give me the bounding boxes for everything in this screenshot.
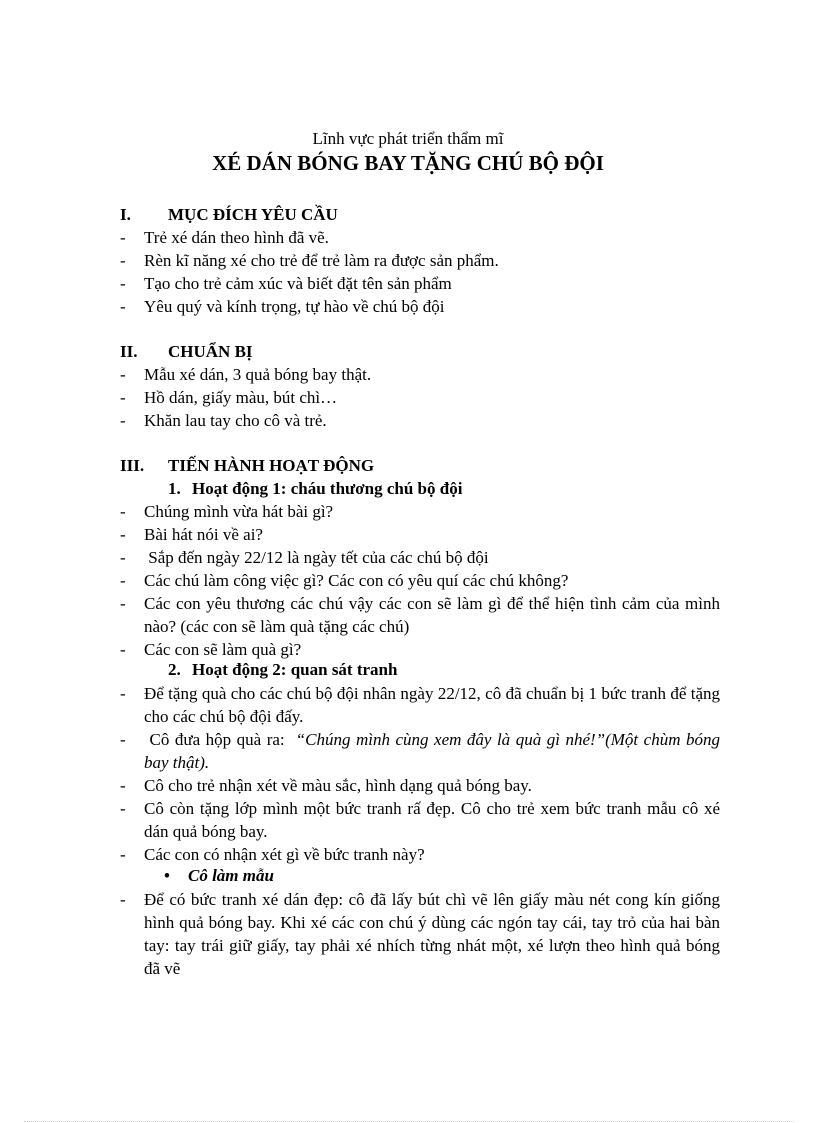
activity-title: Hoạt động 2: quan sát tranh [192,660,398,679]
dash-marker: - [120,297,126,316]
bullet-icon: • [164,866,170,885]
page-bottom-divider [24,1121,794,1122]
list-item: - Chúng mình vừa hát bài gì? [120,502,334,521]
list-item: - Rèn kĩ năng xé cho trẻ để trẻ làm ra được sản phẩm. [120,251,499,270]
dash-marker: - [120,228,126,247]
dash-marker: - [120,890,126,909]
list-item: - Để có bức tranh xé dán đẹp: cô đã lấy bút chì vẽ lên giấy màu nét cong kín giống hình quả bóng bay. Khi xé các con chú ý dùng các ngón tay cái, tay trỏ của hai bàn tay: tay trái giữ giấy, tay phải xé nhích từng nhát một, xé lượn theo hình quả bóng đã vẽ [120,890,720,978]
list-item: - Để tặng quà cho các chú bộ đội nhân ngày 22/12, cô đã chuẩn bị 1 bức tranh để tặng cho các chú bộ đội đấy. [120,684,720,726]
objectives-list [120,226,720,318]
dash-marker: - [120,251,126,270]
list-item: - Các chú làm công việc gì? Các con có yêu quí các chú không? [120,571,569,590]
dash-marker: - [120,684,126,703]
list-item: - Trẻ xé dán theo hình đã vẽ. [120,228,329,247]
dash-marker: - [120,411,126,430]
section-heading-activities [120,454,374,477]
section-title: MỤC ĐÍCH YÊU CẦU [168,205,338,224]
dash-marker: - [120,594,126,613]
demo-heading [164,864,274,887]
dash-marker: - [120,388,126,407]
activity-2-list [120,682,720,866]
subject-area: Lĩnh vực phát triển thẩm mĩ [312,129,504,148]
list-item: - Yêu quý và kính trọng, tự hào về chú bộ đội [120,297,445,316]
list-item: - Các con có nhận xét gì về bức tranh này? [120,845,425,864]
list-item: - Các con yêu thương các chú vậy các con sẽ làm gì để thể hiện tình cảm của mình nào? (các con sẽ làm quà tặng các chú) [120,594,720,636]
section-number: III. [120,456,145,475]
activity-2-heading [168,658,397,681]
list-item: - Cô cho trẻ nhận xét về màu sắc, hình dạng quả bóng bay. [120,776,532,795]
list-item: - Bài hát nói về ai? [120,525,263,544]
gift-quote: “Chúng mình cùng xem đây là quà gì nhé!”(Một chùm bóng bay thật) [144,730,720,772]
section-title: CHUẨN BỊ [168,342,253,361]
dash-marker: - [120,776,126,795]
dash-marker: - [120,845,126,864]
demo-list [120,888,720,980]
section-number: I. [120,205,131,224]
section-number: II. [120,342,138,361]
dash-marker: - [120,548,126,567]
section-title: TIẾN HÀNH HOẠT ĐỘNG [168,456,375,475]
list-item: - Sắp đến ngày 22/12 là ngày tết của các chú bộ đội [120,548,489,567]
activity-1-heading [168,477,462,500]
list-item: - Hồ dán, giấy màu, bút chì… [120,388,338,407]
activity-number: 1. [168,479,181,498]
dash-marker: - [120,502,126,521]
dash-marker: - [120,274,126,293]
dash-marker: - [120,571,126,590]
section-heading-preparation [120,340,253,363]
dash-marker: - [120,640,126,659]
list-item: - Tạo cho trẻ cảm xúc và biết đặt tên sản phẩm [120,274,452,293]
list-item: - Các con sẽ làm quà gì? [120,640,302,659]
dash-marker: - [120,730,126,749]
dash-marker: - [120,365,126,384]
list-item: - Cô còn tặng lớp mình một bức tranh rấ đẹp. Cô cho trẻ xem bức tranh mẫu cô xé dán quả bóng bay. [120,799,720,841]
activity-1-list [120,500,720,661]
list-item: - Khăn lau tay cho cô và trẻ. [120,411,327,430]
dash-marker: - [120,525,126,544]
list-item: - Mẫu xé dán, 3 quả bóng bay thật. [120,365,372,384]
demo-title: Cô làm mẫu [188,866,274,885]
section-heading-objectives [120,203,338,226]
dash-marker: - [120,799,126,818]
lesson-title: XÉ DÁN BÓNG BAY TẶNG CHÚ BỘ ĐỘI [212,151,604,175]
activity-title: Hoạt động 1: cháu thương chú bộ đội [192,479,463,498]
list-item: - Cô đưa hộp quà ra: “Chúng mình cùng xem đây là quà gì nhé!”(Một chùm bóng bay thật). [120,730,720,772]
preparation-list [120,363,720,432]
activity-number: 2. [168,660,181,679]
